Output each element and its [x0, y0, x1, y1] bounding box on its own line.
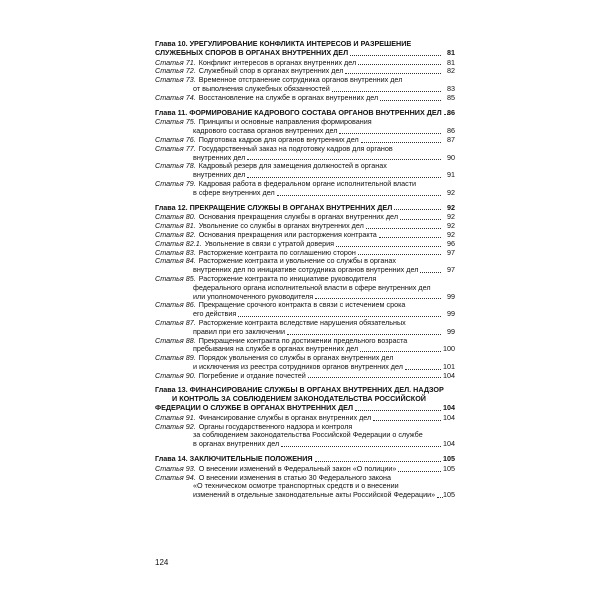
article-number: Статья 77. — [155, 143, 196, 153]
article-entry[interactable] — [155, 94, 455, 103]
article-page-number: 105 — [443, 490, 455, 500]
leader-dots — [339, 133, 441, 134]
article-number: Статья 85. — [155, 273, 196, 283]
article-page-number: 90 — [447, 152, 455, 162]
article-number: Статья 82.1. — [155, 238, 202, 248]
article-title-line: Государственный заказ на подготовку кадров для органов — [198, 143, 393, 153]
article-title-line: Временное отстранение сотрудника органов внутренних дел — [198, 75, 403, 85]
article-title-line: внутренних дел по инициативе сотрудника органов внутренних дел — [193, 265, 419, 275]
leader-dots — [308, 377, 441, 378]
article-title-line: Порядок увольнения со службы в органах внутренних дел — [198, 353, 394, 363]
article-number: Статья 74. — [155, 92, 196, 102]
chapter-title-line: Глава 11. ФОРМИРОВАНИЕ КАДРОВОГО СОСТАВА ОРГАНОВ ВНУТРЕННИХ ДЕЛ — [155, 107, 442, 117]
article-title-line: Подготовка кадров для органов внутренних дел — [198, 134, 359, 144]
article-title-line: Основания прекращения службы в органах внутренних дел — [198, 212, 399, 222]
chapter-heading[interactable] — [155, 40, 455, 58]
leader-dots — [247, 159, 441, 160]
chapter-title-line: ФЕДЕРАЦИИ О СЛУЖБЕ В ОРГАНАХ ВНУТРЕННИХ ДЕЛ — [155, 403, 354, 413]
chapter-title-line: Глава 14. ЗАКЛЮЧИТЕЛЬНЫЕ ПОЛОЖЕНИЯ — [155, 454, 313, 464]
article-number: Статья 78. — [155, 161, 196, 171]
leader-dots — [287, 334, 441, 335]
article-title-line: Кадровый резерв для замещения должностей в органах — [198, 161, 387, 171]
article-entry[interactable] — [155, 423, 455, 449]
article-page-number: 82 — [447, 66, 455, 76]
article-page-number: 104 — [443, 439, 455, 449]
chapter-page-number: 81 — [447, 47, 455, 57]
leader-dots — [247, 177, 441, 178]
article-number: Статья 89. — [155, 353, 196, 363]
article-entry[interactable] — [155, 372, 455, 381]
leader-dots — [350, 55, 441, 56]
article-page-number: 81 — [447, 57, 455, 67]
article-entry[interactable] — [155, 257, 455, 275]
article-page-number: 86 — [447, 126, 455, 136]
article-title-line: и исключения из реестра сотрудников органов внутренних дел — [193, 361, 403, 371]
leader-dots — [358, 64, 441, 65]
article-number: Статья 88. — [155, 335, 196, 345]
article-number: Статья 81. — [155, 221, 196, 231]
leader-dots — [358, 254, 441, 255]
chapter-page-number: 105 — [443, 454, 455, 464]
article-title-line: Основания прекращения или расторжения контракта — [198, 229, 377, 239]
chapter-heading[interactable] — [155, 109, 455, 118]
chapter-page-number: 86 — [447, 107, 455, 117]
leader-dots — [238, 316, 441, 317]
article-entry[interactable] — [155, 145, 455, 163]
article-entry[interactable] — [155, 118, 455, 136]
article-title-line: Расторжение контракта по инициативе руководителя — [198, 273, 377, 283]
article-page-number: 92 — [447, 229, 455, 239]
article-page-number: 99 — [447, 291, 455, 301]
article-number: Статья 93. — [155, 463, 196, 473]
article-title-line: Увольнение со службы в органах внутренних дел — [198, 221, 364, 231]
article-number: Статья 92. — [155, 421, 196, 431]
article-number: Статья 94. — [155, 472, 196, 482]
chapter-section — [155, 204, 455, 381]
leader-dots — [420, 272, 441, 273]
article-title-line: Расторжение контракта и увольнение со службы в органах — [198, 256, 396, 266]
article-title-line: Конфликт интересов в органах внутренних дел — [198, 57, 357, 67]
article-title-line: Кадровая работа в федеральном органе исполнительной власти — [198, 178, 417, 188]
leader-dots — [277, 195, 441, 196]
article-title-line: «О техническом осмотре транспортных средств и о внесении — [193, 481, 399, 491]
chapter-title-line: Глава 12. ПРЕКРАЩЕНИЕ СЛУЖБЫ В ОРГАНАХ ВНУТРЕННИХ ДЕЛ — [155, 202, 393, 212]
article-title-line: от выполнения служебных обязанностей — [193, 83, 330, 93]
article-title-line: Органы государственного надзора и контроля — [198, 421, 353, 431]
article-number: Статья 71. — [155, 57, 196, 67]
leader-dots — [366, 228, 441, 229]
article-number: Статья 75. — [155, 117, 196, 127]
leader-dots — [360, 351, 441, 352]
chapter-heading[interactable] — [155, 455, 455, 464]
article-title-line: Восстановление на службе в органах внутренних дел — [198, 92, 379, 102]
article-title-line: Принципы и основные направления формирования — [198, 117, 372, 127]
article-number: Статья 83. — [155, 247, 196, 257]
article-page-number: 92 — [447, 187, 455, 197]
article-title-line: пребывания на службе в органах внутренних дел — [193, 344, 359, 354]
leader-dots — [355, 410, 441, 411]
page-number: 124 — [155, 558, 169, 567]
leader-dots — [373, 420, 441, 421]
chapter-page-number: 92 — [447, 202, 455, 212]
leader-dots — [332, 91, 441, 92]
leader-dots — [345, 73, 441, 74]
article-page-number: 87 — [447, 134, 455, 144]
leader-dots — [380, 100, 441, 101]
chapter-section — [155, 40, 455, 103]
article-title-line: Расторжение контракта по соглашению сторон — [198, 247, 356, 257]
article-number: Статья 73. — [155, 75, 196, 85]
chapter-title-line: И КОНТРОЛЬ ЗА СОБЛЮДЕНИЕМ ЗАКОНОДАТЕЛЬСТВА РОССИЙСКОЙ — [172, 394, 426, 404]
article-page-number: 104 — [443, 412, 455, 422]
article-page-number: 85 — [447, 92, 455, 102]
article-title-line: его действия — [193, 309, 237, 319]
leader-dots — [400, 219, 441, 220]
article-title-line: в органах внутренних дел — [193, 439, 280, 449]
article-entry[interactable] — [155, 337, 455, 355]
article-title-line: или уполномоченного руководителя — [193, 291, 314, 301]
chapter-title-line: СЛУЖЕБНЫХ СПОРОВ В ОРГАНАХ ВНУТРЕННИХ ДЕЛ — [155, 47, 349, 57]
article-entry[interactable] — [155, 162, 455, 180]
article-title-line: правил при его заключении — [193, 326, 285, 336]
article-page-number: 92 — [447, 221, 455, 231]
chapter-section — [155, 455, 455, 500]
article-page-number: 100 — [443, 344, 455, 354]
article-number: Статья 84. — [155, 256, 196, 266]
article-page-number: 104 — [443, 370, 455, 380]
article-title-line: Прекращение контракта по достижении предельного возраста — [198, 335, 408, 345]
article-entry[interactable] — [155, 354, 455, 372]
chapter-title-line: Глава 13. ФИНАНСИРОВАНИЕ СЛУЖБЫ В ОРГАНАХ ВНУТРЕННИХ ДЕЛ. НАДЗОР — [155, 385, 444, 395]
article-number: Статья 72. — [155, 66, 196, 76]
chapter-section — [155, 109, 455, 198]
chapter-section — [155, 386, 455, 449]
article-entry[interactable] — [155, 319, 455, 337]
leader-dots — [315, 298, 441, 299]
leader-dots — [315, 461, 441, 462]
article-number: Статья 87. — [155, 317, 196, 327]
article-page-number: 105 — [443, 463, 455, 473]
article-page-number: 83 — [447, 83, 455, 93]
chapter-title-line: Глава 10. УРЕГУЛИРОВАНИЕ КОНФЛИКТА ИНТЕРЕСОВ И РАЗРЕШЕНИЕ — [155, 39, 412, 48]
chapter-page-number: 104 — [443, 403, 455, 413]
leader-dots — [361, 142, 441, 143]
chapter-heading[interactable] — [155, 204, 455, 213]
leader-dots — [394, 209, 441, 210]
article-number: Статья 79. — [155, 178, 196, 188]
article-title-line: изменений в отдельные законодательные акты Российской Федерации» — [193, 490, 436, 500]
article-entry[interactable] — [155, 180, 455, 198]
article-page-number: 101 — [443, 361, 455, 371]
article-entry[interactable] — [155, 474, 455, 500]
article-page-number: 96 — [447, 238, 455, 248]
article-entry[interactable] — [155, 76, 455, 94]
article-title-line: кадрового состава органов внутренних дел — [193, 126, 338, 136]
article-title-line: за соблюдением законодательства Российской Федерации о службе — [193, 430, 423, 440]
article-title-line: внутренних дел — [193, 152, 246, 162]
article-page-number: 99 — [447, 326, 455, 336]
article-title-line: в сфере внутренних дел — [193, 187, 275, 197]
leader-dots — [336, 246, 441, 247]
leader-dots — [379, 237, 441, 238]
article-page-number: 99 — [447, 309, 455, 319]
article-number: Статья 82. — [155, 229, 196, 239]
article-title-line: Финансирование службы в органах внутренних дел — [198, 412, 372, 422]
article-title-line: Прекращение срочного контракта в связи с истечением срока — [198, 300, 406, 310]
article-title-line: Увольнение в связи с утратой доверия — [204, 238, 335, 248]
article-number: Статья 76. — [155, 134, 196, 144]
article-page-number: 91 — [447, 170, 455, 180]
article-title-line: внутренних дел — [193, 170, 246, 180]
article-entry[interactable] — [155, 301, 455, 319]
article-number: Статья 86. — [155, 300, 196, 310]
leader-dots — [405, 369, 441, 370]
article-title-line: Служебный спор в органах внутренних дел — [198, 66, 344, 76]
article-page-number: 97 — [447, 247, 455, 257]
article-page-number: 97 — [447, 265, 455, 275]
article-number: Статья 90. — [155, 370, 196, 380]
article-title-line: Расторжение контракта вследствие нарушения обязательных — [198, 317, 406, 327]
article-number: Статья 80. — [155, 212, 196, 222]
article-number: Статья 91. — [155, 412, 196, 422]
chapter-heading[interactable] — [155, 386, 455, 412]
table-of-contents — [155, 40, 455, 506]
article-title-line: Погребение и отдание почестей — [198, 370, 306, 380]
article-title-line: О внесении изменения в статью 30 Федерального закона — [198, 472, 391, 482]
leader-dots — [398, 471, 441, 472]
article-title-line: О внесении изменений в Федеральный закон «О полиции» — [198, 463, 397, 473]
article-title-line: федерального органа исполнительной власти в сфере внутренних дел — [193, 282, 431, 292]
article-page-number: 92 — [447, 212, 455, 222]
leader-dots — [281, 446, 441, 447]
article-entry[interactable] — [155, 275, 455, 301]
